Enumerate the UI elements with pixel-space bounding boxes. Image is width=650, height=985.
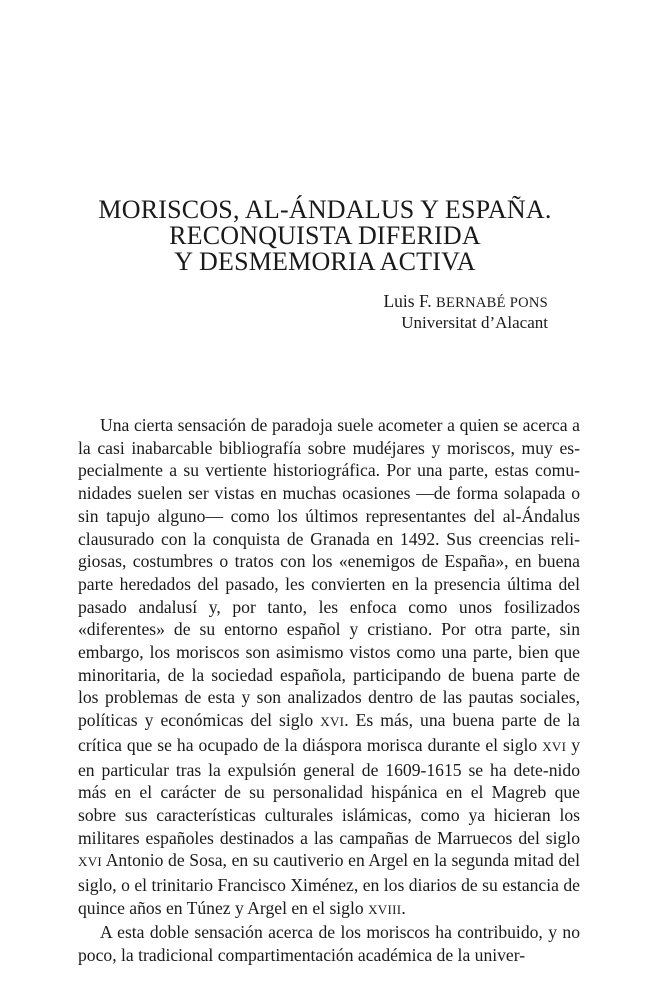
title-line-1: MORISCOS, AL-ÁNDALUS Y ESPAÑA. xyxy=(98,195,552,224)
paragraph-2: A esta doble sensación acerca de los moriscos ha contribuido, y no poco, la tradicional compartimentación académica de la univer- xyxy=(78,922,580,966)
century-numeral: XVI xyxy=(320,714,345,730)
paragraph-1-text-a: Una cierta sensación de paradoja suele acometer a quien se acerca a la casi inabarcable bibliografía sobre mudéjares y moriscos, muy es-pecialmente a su vertiente historiográfica. Por una parte, estas comu-nidades suelen ser vistas en muchas ocasiones —de forma solapada o sin tapujo alguno— como los últimos representantes del al-Ándalus clausurado con la conquista de Granada en 1492. Sus creencias reli-giosas, costumbres o tratos con los «enemigos de España», en buena parte heredados del pasado, les convierten en la presencia última del pasado andalusí y, por tanto, les enfoca como unos fosilizados «diferentes» de su entorno español y cristiano. Por otra parte, sin embargo, los moriscos son asimismo vistos como una parte, bien que minoritaria, de la sociedad española, participando de buena parte de los problemas de esta y son analizados dentro de las pautas sociales, políticas y económicas del siglo xyxy=(78,415,580,731)
article-title xyxy=(60,197,590,275)
paragraph-1-text-b: . Es más, una buena parte de la crítica que se ha ocupado de la diáspora morisca durante el siglo xyxy=(78,710,580,755)
title-line-3: Y DESMEMORIA ACTIVA xyxy=(174,247,476,276)
century-numeral: XVI xyxy=(542,738,567,754)
paragraph-1-end: . xyxy=(401,897,406,918)
author-name xyxy=(383,290,548,314)
author-given-name: Luis F. xyxy=(383,291,432,311)
author-surname: BERNABÉ PONS xyxy=(436,295,548,311)
century-numeral: XVI xyxy=(78,854,103,870)
paragraph-1-text-c: y en particular tras la expulsión general de 1609-1615 se ha dete-nido más en el carácter de su personalidad hispánica en el Magreb que sobre sus características culturales islámicas, como ya hicieran los militares españoles destinados a las campañas de Marruecos del siglo xyxy=(78,734,580,848)
century-numeral: XVIII xyxy=(368,901,402,917)
author-affiliation: Universitat d’Alacant xyxy=(401,313,548,332)
paragraph-1 xyxy=(78,414,580,921)
title-line-2: RECONQUISTA DIFERIDA xyxy=(169,221,481,250)
paragraph-1-text-d: Antonio de Sosa, en su cautiverio en Argel en la segunda mitad del siglo, o el trinitario Francisco Ximénez, en los diarios de su estancia de quince años en Túnez y Argel en el siglo xyxy=(78,850,580,918)
article-body xyxy=(78,414,580,967)
